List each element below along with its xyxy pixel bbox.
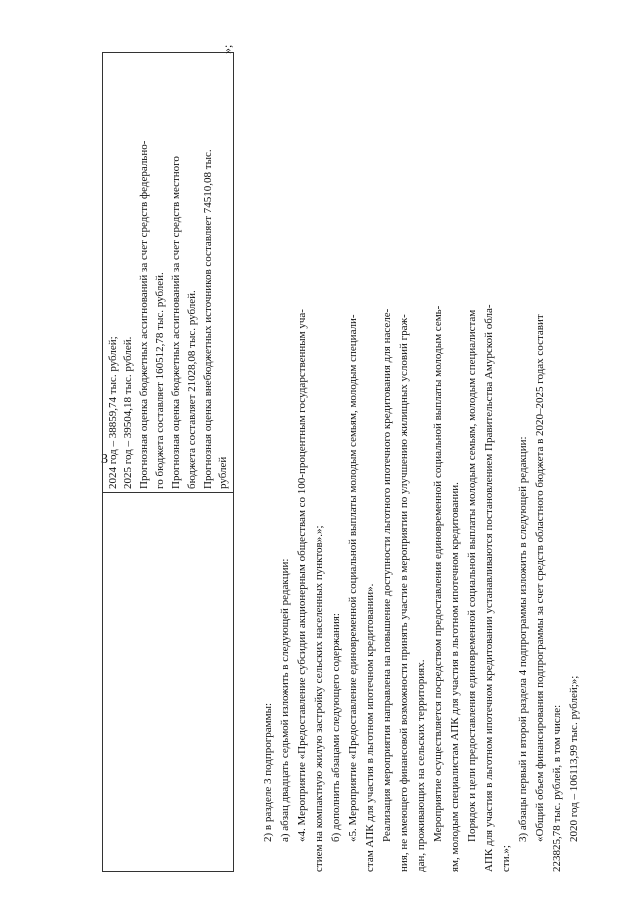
table-line: Прогнозная оценка бюджетных ассигнований за счет средств федерально- [138, 140, 150, 489]
table-line: Прогнозная оценка внебюджетных источников составляет 74510,08 тыс. [202, 149, 214, 489]
financing-table [102, 52, 234, 872]
table-line: бюджета составляет 21028,08 тыс. рублей. [186, 290, 198, 489]
text-line: дан, проживающих на сельских территориях. [415, 659, 427, 872]
text-line: б) дополнить абзацами следующего содержания: [330, 613, 342, 842]
text-line: ям, молодым специалистам АПК для участия в льготном ипотечном кредитовании. [449, 482, 461, 872]
text-line: «5. Мероприятие «Предоставление единовременной социальной выплаты молодым семьям, молодым специали- [347, 314, 359, 842]
text-line: ния, не имеющего финансовой возможности принять участие в мероприятии по улучшению жилищных условий граж- [398, 314, 410, 872]
text-line: АПК для участия в льготном ипотечном кредитовании устанавливаются постановлением Правительства Амурской обла- [483, 304, 495, 872]
text-line: 2) в разделе 3 подпрограммы: [262, 702, 274, 842]
text-line: 2020 год – 106113,99 тыс. рублей;»; [568, 675, 580, 842]
text-line: 223825,78 тыс. рублей, в том числе: [551, 704, 563, 872]
rotated-page-content [102, 0, 622, 880]
table-line: рублей [217, 456, 229, 489]
text-line: Порядок и цели предоставления единовременной социальной выплаты молодым семьям, молодым специалистам [466, 309, 478, 842]
text-line: «4. Мероприятие «Предоставление субсидии акционерным обществам со 100-процентным государственным уча- [296, 309, 308, 842]
text-line: 3) абзацы первый и второй раздела 4 подпрограммы изложить в следующей редакции: [517, 436, 529, 842]
table-cell-left [103, 492, 233, 871]
text-line: а) абзац двадцать седьмой изложить в следующей редакции: [279, 558, 291, 842]
text-line: стам АПК для участия в льготном ипотечном кредитовании». [364, 583, 376, 872]
table-cell-right [103, 54, 233, 492]
text-line: «Общий объем финансирования подпрограммы за счет средств областного бюджета в 2020–2025 годах составит [534, 314, 546, 842]
text-line: стием на компактную жилую застройку сельских населенных пунктов».»; [313, 525, 325, 872]
table-line: го бюджета составляет 160512,78 тыс. рублей. [154, 272, 166, 489]
closing-quote-mark: »; [220, 44, 234, 54]
table-line: 2024 год – 38859,74 тыс. рублей; [107, 336, 119, 489]
text-line: Мероприятие осуществляется посредством предоставления единовременной социальной выплаты молодым семь- [432, 305, 444, 842]
text-line: сти.»; [500, 845, 512, 872]
table-line: Прогнозная оценка бюджетных ассигнований за счет средств местного [170, 156, 182, 489]
page-number: 3 [101, 452, 108, 467]
table-line: 2025 год – 39504,18 тыс. рублей. [122, 336, 134, 489]
text-line: Реализация мероприятия направлена на повышение доступности льготного ипотечного кредитования для населе- [381, 308, 393, 842]
